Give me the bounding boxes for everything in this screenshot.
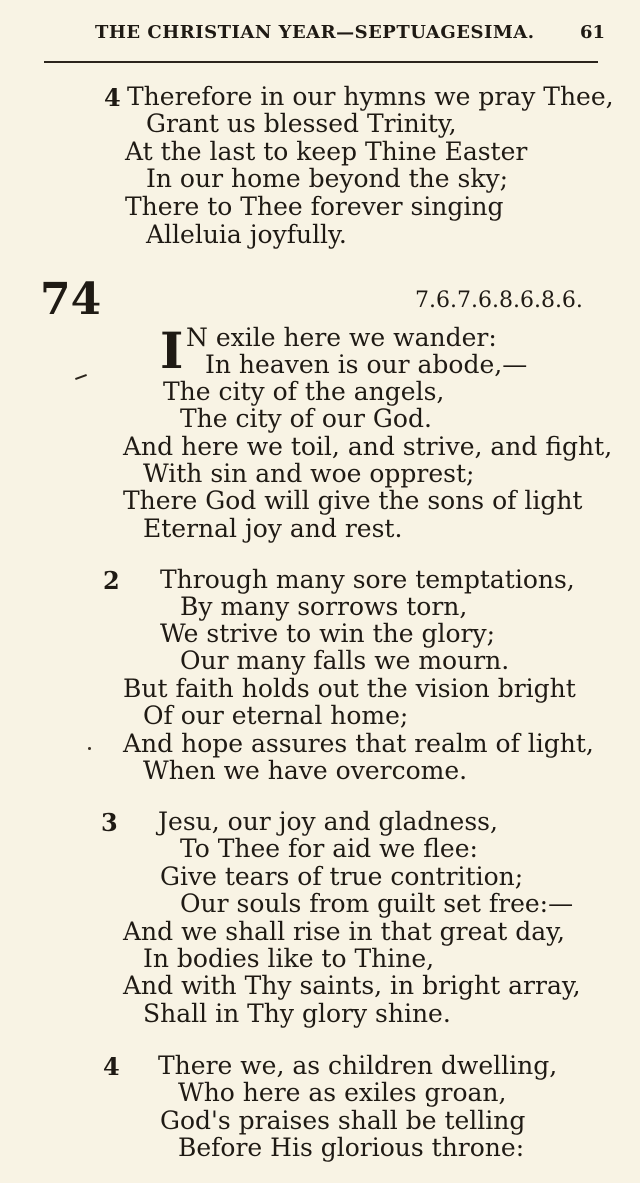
verse-line: In our home beyond the sky; (146, 164, 509, 193)
stanza-number: 4 (103, 1052, 120, 1081)
header-rule (44, 61, 598, 63)
running-head-title: THE CHRISTIAN YEAR—SEPTUAGESIMA. (95, 22, 535, 43)
verse-line: In heaven is our abode,— (205, 350, 528, 379)
verse-line: There God will give the sons of light (123, 486, 583, 515)
running-head (0, 18, 640, 48)
stanza-number: 3 (101, 808, 118, 837)
verse-line: God's praises shall be telling (160, 1106, 526, 1135)
verse-line: To Thee for aid we flee: (180, 834, 478, 863)
verse-line: But faith holds out the vision bright (123, 674, 576, 703)
verse-line: Eternal joy and rest. (143, 514, 403, 543)
verse-line: And here we toil, and strive, and fight, (123, 432, 613, 461)
verse-line: Through many sore temptations, (160, 565, 575, 594)
margin-dot (88, 747, 91, 750)
margin-mark (75, 374, 87, 380)
verse-line: And hope assures that realm of light, (123, 729, 594, 758)
verse-line: There we, as children dwelling, (158, 1051, 558, 1080)
stanza-number: 4 (104, 83, 121, 112)
verse-line: Who here as exiles groan, (178, 1078, 507, 1107)
verse-line: The city of our God. (180, 404, 432, 433)
verse-line: There to Thee forever singing (125, 192, 504, 221)
hymn-number: 74 (40, 274, 102, 325)
verse-line: With sin and woe opprest; (143, 459, 475, 488)
page-number: 61 (580, 22, 606, 43)
verse-line: Grant us blessed Trinity, (146, 109, 457, 138)
verse-line: Shall in Thy glory shine. (143, 999, 451, 1028)
verse-line: And we shall rise in that great day, (123, 917, 565, 946)
hymn-meter: 7.6.7.6.8.6.8.6. (415, 288, 583, 313)
verse-line: Before His glorious throne: (178, 1133, 525, 1162)
verse-line: Therefore in our hymns we pray Thee, (127, 82, 614, 111)
verse-line: Give tears of true contrition; (160, 862, 524, 891)
verse-line: In bodies like to Thine, (143, 944, 435, 973)
drop-cap: I (160, 321, 184, 380)
verse-line: Alleluia joyfully. (146, 220, 347, 249)
verse-line: The city of the angels, (163, 377, 445, 406)
verse-line: And with Thy saints, in bright array, (123, 971, 581, 1000)
verse-line: Our many falls we mourn. (180, 646, 510, 675)
verse-line: When we have overcome. (143, 756, 468, 785)
verse-line: N exile here we wander: (186, 323, 497, 352)
verse-line: Jesu, our joy and gladness, (158, 807, 498, 836)
verse-line: Of our eternal home; (143, 701, 409, 730)
verse-line: At the last to keep Thine Easter (125, 137, 528, 166)
verse-line: By many sorrows torn, (180, 592, 468, 621)
verse-line: We strive to win the glory; (160, 619, 496, 648)
verse-line: Our souls from guilt set free:— (180, 889, 574, 918)
stanza-number: 2 (103, 566, 120, 595)
